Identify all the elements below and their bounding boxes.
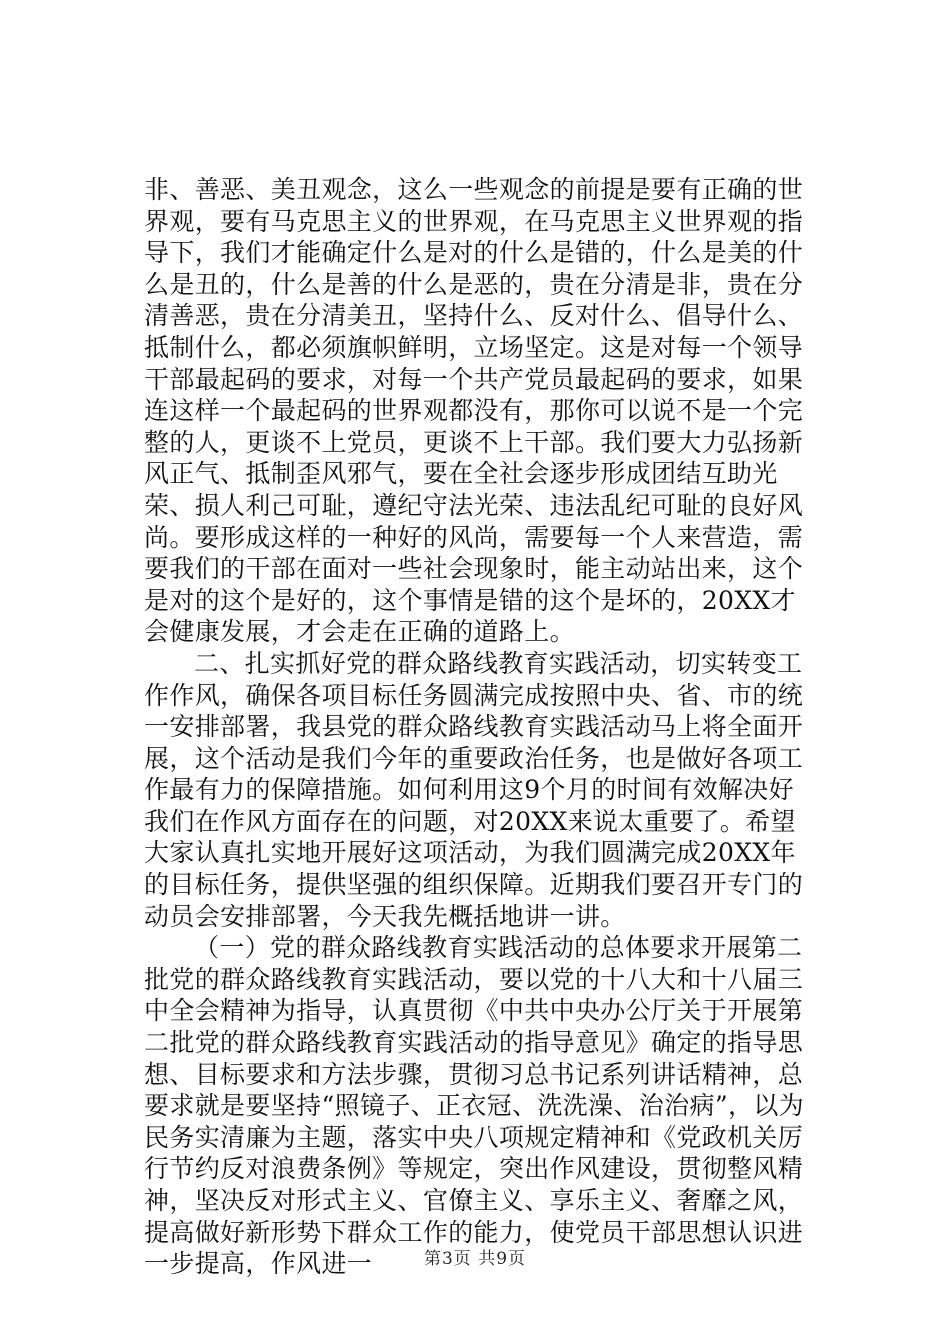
page-number-footer: 第3页 共9页 bbox=[423, 1249, 527, 1269]
document-body bbox=[144, 174, 808, 1280]
paragraph-continuation: 非、善恶、美丑观念，这么一些观念的前提是要有正确的世界观，要有马克思主义的世界观，在马克思主义世界观的指导下，我们才能确定什么是对的什么是错的，什么是美的什么是丑的，什么是善的什么是恶的，贵在分清是非，贵在分清善恶，贵在分清美丑，坚持什么、反对什么、倡导什么、抵制什么，都必须旗帜鲜明，立场坚定。这是对每一个领导干部最起码的要求，对每一个共产党员最起码的要求，如果连这样一个最起码的世界观都没有，那你可以说不是一个完整的人，更谈不上党员，更谈不上干部。我们要大力弘扬新风正气、抵制歪风邪气，要在全社会逐步形成团结互助光荣、损人利己可耻，遵纪守法光荣、违法乱纪可耻的良好风尚。要形成这样的一种好的风尚，需要每一个人来营造，需要我们的干部在面对一些社会现象时，能主动站出来，这个是对的这个是好的，这个事情是错的这个是坏的，20XX才会健康发展，才会走在正确的道路上。 bbox=[144, 175, 804, 647]
paragraph-subsection-one: （一）党的群众路线教育实践活动的总体要求开展第二批党的群众路线教育实践活动，要以党的十八大和十八届三中全会精神为指导，认真贯彻《中共中央办公厅关于开展第二批党的群众路线教育实践活动的指导意见》确定的指导思想、目标要求和方法步骤，贯彻习总书记系列讲话精神，总要求就是要坚持“照镜子、正衣冠、洗洗澡、治治病”，以为民务实清廉为主题，落实中央八项规定精神和《党政机关厉行节约反对浪费条例》等规定，突出作风建设，贯彻整风精神，坚决反对形式主义、官僚主义、享乐主义、奢靡之风，提高做好新形势下群众工作的能力，使党员干部思想认识进一步提高，作风进一 bbox=[144, 933, 805, 1279]
paragraph-section-two: 二、扎实抓好党的群众路线教育实践活动，切实转变工作作风，确保各项目标任务圆满完成按照中央、省、市的统一安排部署，我县党的群众路线教育实践活动马上将全面开展，这个活动是我们今年的重要政治任务，也是做好各项工作最有力的保障措施。如何利用这9个月的时间有效解决好我们在作风方面存在的问题，对20XX来说太重要了。希望大家认真扎实地开展好这项活动，为我们圆满完成20XX年的目标任务，提供坚强的组织保障。近期我们要召开专门的动员会安排部署，今天我先概括地讲一讲。 bbox=[144, 648, 804, 931]
